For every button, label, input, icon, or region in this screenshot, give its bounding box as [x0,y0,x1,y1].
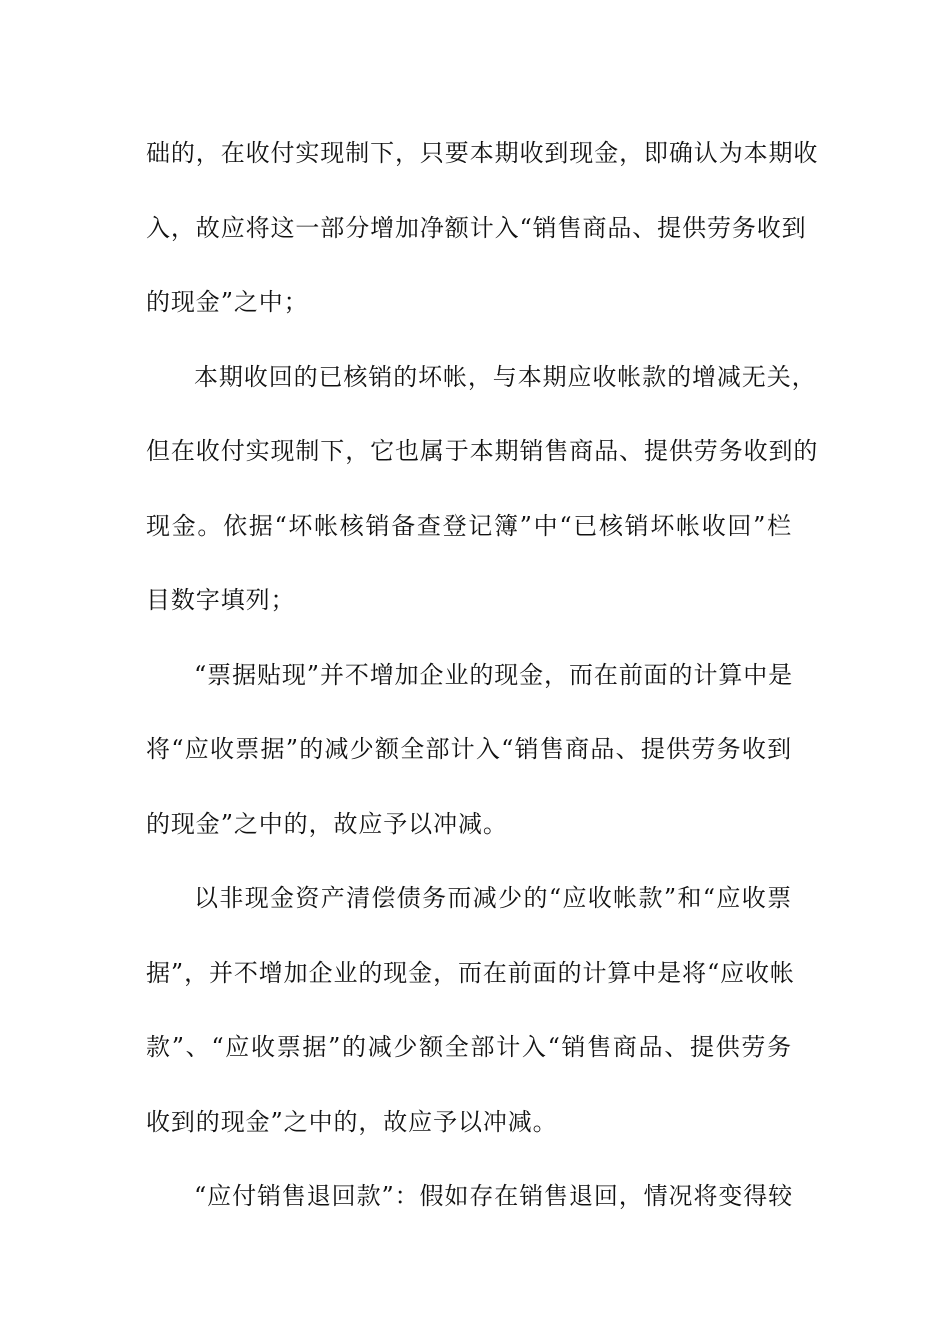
text-line-13: 款”、“应收票据”的减少额全部计入“销售商品、提供劳务 [146,1033,792,1061]
text-line-4: 本期收回的已核销的坏帐，与本期应收帐款的增减无关， [194,362,817,391]
text-line-3: 的现金”之中； [146,288,309,316]
text-line-1: 础的，在收付实现制下，只要本期收到现金，即确认为本期收 [146,139,819,167]
text-line-10: 的现金”之中的，故应予以冲减。 [146,809,508,838]
text-line-6: 现金。依据“坏帐核销备查登记簿”中“已核销坏帐收回”栏 [146,511,792,540]
text-line-14: 收到的现金”之中的，故应予以冲减。 [146,1107,558,1136]
text-line-11: 以非现金资产清偿债务而减少的“应收帐款”和“应收票 [194,884,792,912]
text-line-9: 将“应收票据”的减少额全部计入“销售商品、提供劳务收到 [146,735,792,763]
text-line-2: 入，故应将这一部分增加净额计入“销售商品、提供劳务收到 [146,213,807,242]
document-body [146,116,819,1234]
text-line-7: 目数字填列； [146,586,296,614]
text-line-12: 据”，并不增加企业的现金，而在前面的计算中是将“应收帐 [146,958,795,987]
text-line-8: “票据贴现”并不增加企业的现金，而在前面的计算中是 [194,660,794,689]
text-line-15: “应付销售退回款”：假如存在销售退回，情况将变得较 [194,1182,794,1210]
text-line-5: 但在收付实现制下，它也属于本期销售商品、提供劳务收到的 [146,437,819,465]
